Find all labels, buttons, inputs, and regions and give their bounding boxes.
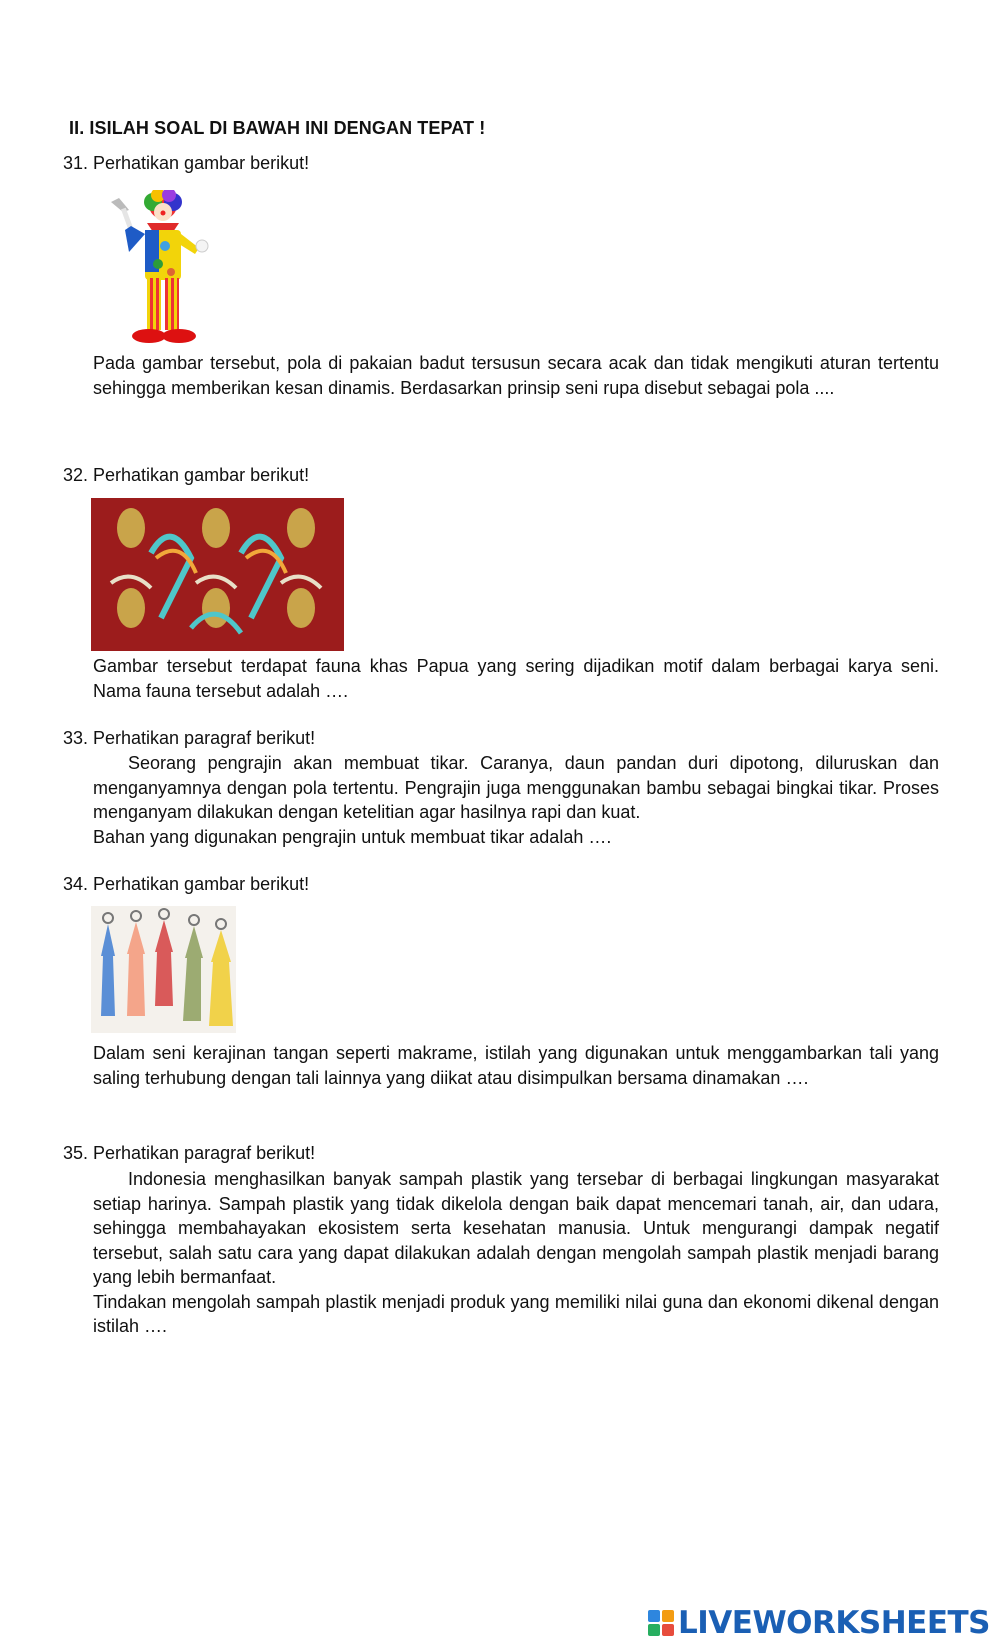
question-text: Bahan yang digunakan pengrajin untuk membuat tikar adalah …. (93, 826, 612, 847)
papua-bird-motif-image (91, 498, 344, 651)
question-34-body (93, 1041, 939, 1090)
liveworksheets-logo (648, 1605, 990, 1641)
question-text: Tindakan mengolah sampah plastik menjadi produk yang memiliki nilai guna dan ekonomi dikenal dengan istilah …. (93, 1291, 939, 1336)
question-text: Dalam seni kerajinan tangan seperti makrame, istilah yang digunakan untuk menggambarkan tali yang saling terhubung dengan tali lainnya yang diikat atau disimpulkan bersama dinamakan …. (93, 1043, 939, 1088)
question-number: 31. (63, 153, 89, 173)
question-number: 32. (63, 465, 89, 485)
passage-text: Seorang pengrajin akan membuat tikar. Caranya, daun pandan duri dipotong, diluruskan dan menganyamnya dengan pola tertentu. Pengrajin juga menggunakan bambu sebagai bingkai tikar. Proses menganyam dilakukan dengan ketelitian agar hasilnya rapi dan kuat. (93, 753, 939, 822)
question-32-heading (63, 465, 309, 486)
passage-text: Indonesia menghasilkan banyak sampah plastik yang tersebar di berbagai lingkungan masyarakat setiap harinya. Sampah plastik yang tidak dikelola dengan baik dapat mencemari tanah, air, dan udara, sehingga membahayakan ekosistem serta kesehatan manusia. Untuk mengurangi dampak negatif tersebut, salah satu cara yang dapat dilakukan adalah dengan mengolah sampah plastik menjadi barang yang lebih bermanfaat. (93, 1169, 939, 1287)
question-31-body (93, 351, 939, 400)
macrame-keychain-image (91, 906, 236, 1033)
question-34-heading (63, 874, 309, 895)
question-number: 33. (63, 728, 89, 748)
question-heading-text: Perhatikan gambar berikut! (93, 153, 310, 173)
question-33-heading (63, 728, 315, 749)
liveworksheets-logo-icon (648, 1610, 674, 1636)
question-heading-text: Perhatikan gambar berikut! (93, 465, 310, 485)
clown-image (103, 190, 223, 355)
question-31-heading (63, 153, 309, 174)
question-32-body (93, 654, 939, 703)
question-number: 35. (63, 1143, 89, 1163)
question-35-body (93, 1167, 939, 1339)
logo-text: LIVEWORKSHEETS (678, 1605, 990, 1641)
question-text: Gambar tersebut terdapat fauna khas Papua yang sering dijadikan motif dalam berbagai karya seni. Nama fauna tersebut adalah …. (93, 656, 939, 701)
question-heading-text: Perhatikan paragraf berikut! (93, 728, 316, 748)
section-title: II. ISILAH SOAL DI BAWAH INI DENGAN TEPAT ! (69, 118, 486, 138)
question-heading-text: Perhatikan gambar berikut! (93, 874, 310, 894)
question-heading-text: Perhatikan paragraf berikut! (93, 1143, 316, 1163)
question-number: 34. (63, 874, 89, 894)
question-33-body (93, 751, 939, 849)
question-35-heading (63, 1143, 315, 1164)
question-text: Pada gambar tersebut, pola di pakaian badut tersusun secara acak dan tidak mengikuti aturan tertentu sehingga memberikan kesan dinamis. Berdasarkan prinsip seni rupa disebut sebagai pola .... (93, 353, 939, 398)
